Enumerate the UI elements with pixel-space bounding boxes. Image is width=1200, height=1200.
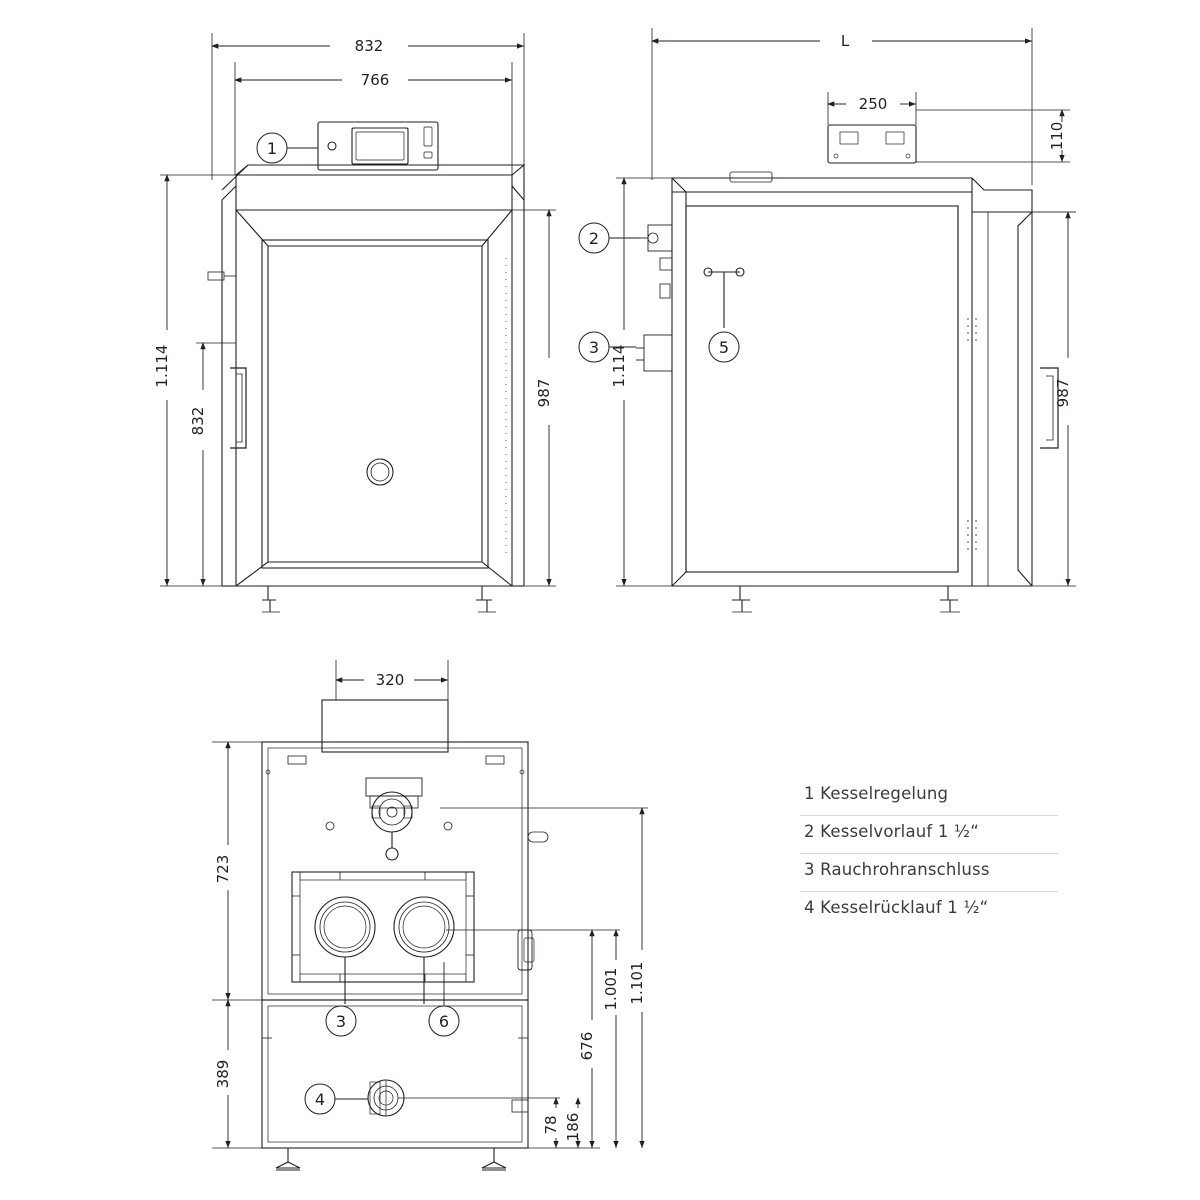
dim-987-side: 987 xyxy=(1054,378,1072,408)
legend-item-1: 1 Kesselregelung xyxy=(800,778,1058,816)
dim-987-front: 987 xyxy=(535,378,553,408)
dim-723-top: 723 xyxy=(214,854,232,884)
dim-186-top: 186 xyxy=(564,1112,582,1142)
dim-1114-side: 1.114 xyxy=(610,344,628,388)
dim-832-door: 832 xyxy=(189,406,207,436)
callout-1-front: 1 xyxy=(266,139,278,158)
legend-item-2: 2 Kesselvorlauf 1 ½“ xyxy=(800,816,1058,854)
legend xyxy=(800,778,1058,929)
dim-110-side: 110 xyxy=(1048,121,1066,151)
dim-766-front: 766 xyxy=(360,71,390,89)
dim-676-top: 676 xyxy=(578,1031,596,1061)
callout-3-top: 3 xyxy=(335,1012,347,1031)
callout-2-side: 2 xyxy=(588,229,600,248)
dim-L-side: L xyxy=(840,32,850,50)
dim-78-top: 78 xyxy=(542,1115,560,1135)
dim-389-top: 389 xyxy=(214,1059,232,1089)
side-view-geometry xyxy=(579,28,1076,612)
legend-item-4: 4 Kesselrücklauf 1 ½“ xyxy=(804,898,989,917)
dimension-labels xyxy=(153,32,1072,1141)
top-view-geometry xyxy=(212,660,648,1170)
dim-1001-top: 1.001 xyxy=(602,967,620,1011)
legend-item-3: 3 Rauchrohranschluss xyxy=(800,854,1058,892)
callout-5-side: 5 xyxy=(718,338,730,357)
callout-6-top: 6 xyxy=(438,1012,450,1031)
dim-1114-front: 1.114 xyxy=(153,344,171,388)
dim-320-top: 320 xyxy=(375,671,405,689)
callout-3-side: 3 xyxy=(588,338,600,357)
dim-250-side: 250 xyxy=(858,95,888,113)
dim-1101-top: 1.101 xyxy=(628,961,646,1005)
dim-832-front: 832 xyxy=(354,37,384,55)
front-view-geometry xyxy=(160,33,556,612)
callout-4-top: 4 xyxy=(314,1090,326,1109)
